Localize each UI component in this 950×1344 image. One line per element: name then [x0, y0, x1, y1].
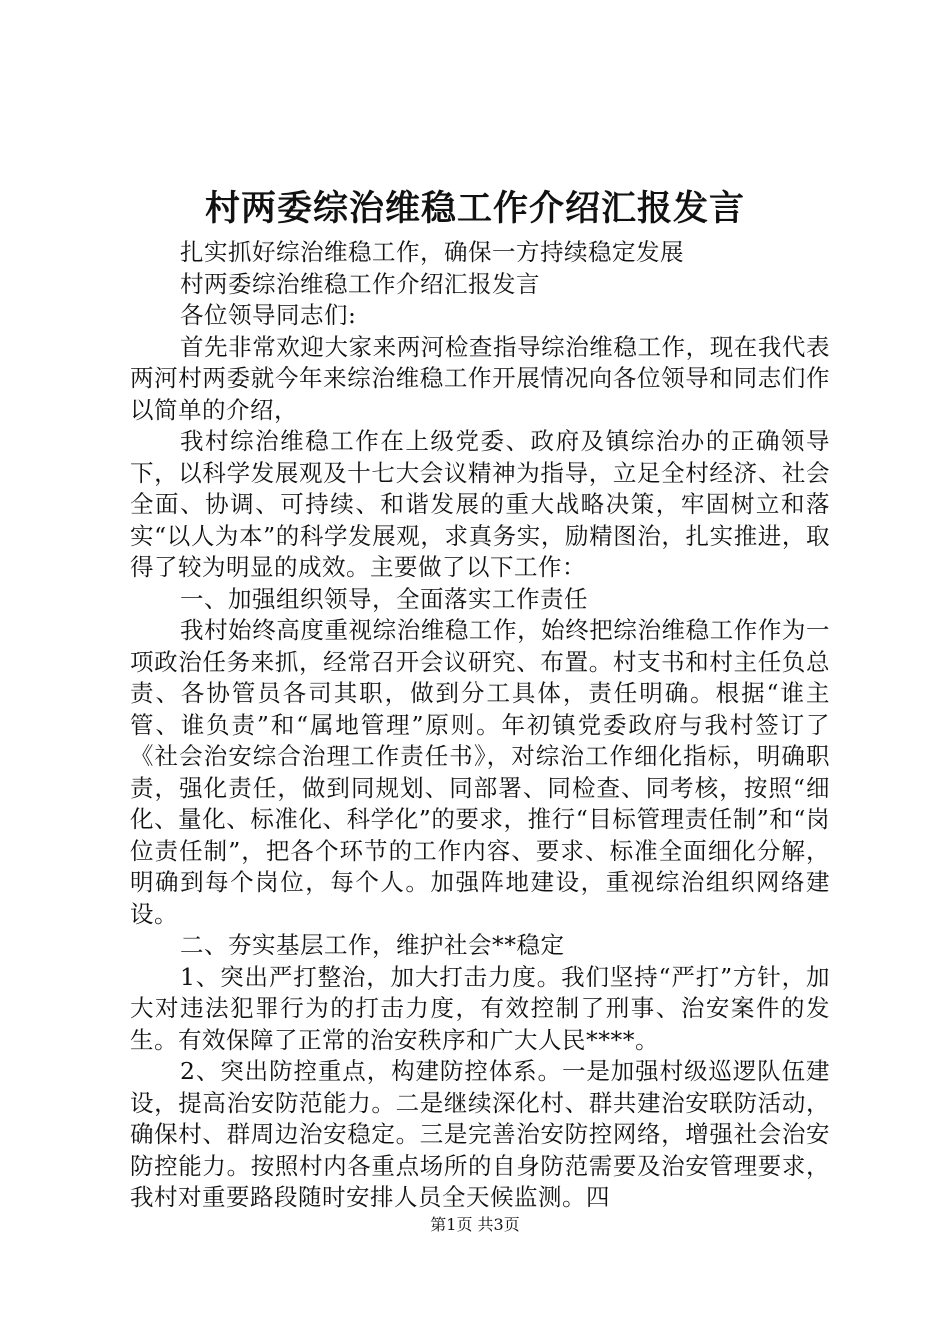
document-body	[130, 237, 830, 1214]
paragraph-item-2: 2、突出防控重点，构建防控体系。一是加强村级巡逻队伍建设，提高治安防范能力。二是继续深化村、群共建治安联防活动，确保村、群周边治安稳定。三是完善治安防控网络，增强社会治安防控能力。按照村内各重点场所的自身防范需要及治安管理要求，我村对重要路段随时安排人员全天候监测。四	[130, 1057, 830, 1211]
speech-title-line: 村两委综治维稳工作介绍汇报发言	[180, 269, 540, 298]
paragraph-overview: 我村综治维稳工作在上级党委、政府及镇综治办的正确领导下，以科学发展观及十七大会议精神为指导，立足全村经济、社会全面、协调、可持续、和谐发展的重大战略决策，牢固树立和落实“以人为本”的科学发展观，求真务实，励精图治，扎实推进，取得了较为明显的成效。主要做了以下工作：	[130, 427, 830, 581]
page-footer: 第1页 共3页	[430, 1215, 520, 1234]
section-heading-2: 二、夯实基层工作，维护社会**稳定	[180, 931, 565, 959]
section-heading-1: 一、加强组织领导，全面落实工作责任	[180, 584, 588, 613]
paragraph-item-1: 1、突出严打整治，加大打击力度。我们坚持“严打”方针，加大对违法犯罪行为的打击力度，有效控制了刑事、治安案件的发生。有效保障了正常的治安秩序和广大人民****。	[130, 962, 830, 1054]
salutation: 各位领导同志们:	[180, 301, 357, 329]
paragraph-intro: 首先非常欢迎大家来两河检查指导综治维稳工作，现在我代表两河村两委就今年来综治维稳工作开展情况向各位领导和同志们作以简单的介绍，	[130, 332, 830, 424]
paragraph-section-1: 我村始终高度重视综治维稳工作，始终把综治维稳工作作为一项政治任务来抓，经常召开会议研究、布置。村支书和村主任负总责、各协管员各司其职，做到分工具体，责任明确。根据“谁主管、谁负责”和“属地管理”原则。年初镇党委政府与我村签订了《社会治安综合治理工作责任书》，对综治工作细化指标，明确职责，强化责任，做到同规划、同部署、同检查、同考核，按照“细化、量化、标准化、科学化”的要求，推行“目标管理责任制”和“岗位责任制”，把各个环节的工作内容、要求、标准全面细化分解，明确到每个岗位，每个人。加强阵地建设，重视综治组织网络建设。	[130, 616, 830, 928]
document-title: 村两委综治维稳工作介绍汇报发言	[204, 188, 745, 229]
subtitle-line: 扎实抓好综治维稳工作，确保一方持续稳定发展	[180, 238, 684, 266]
